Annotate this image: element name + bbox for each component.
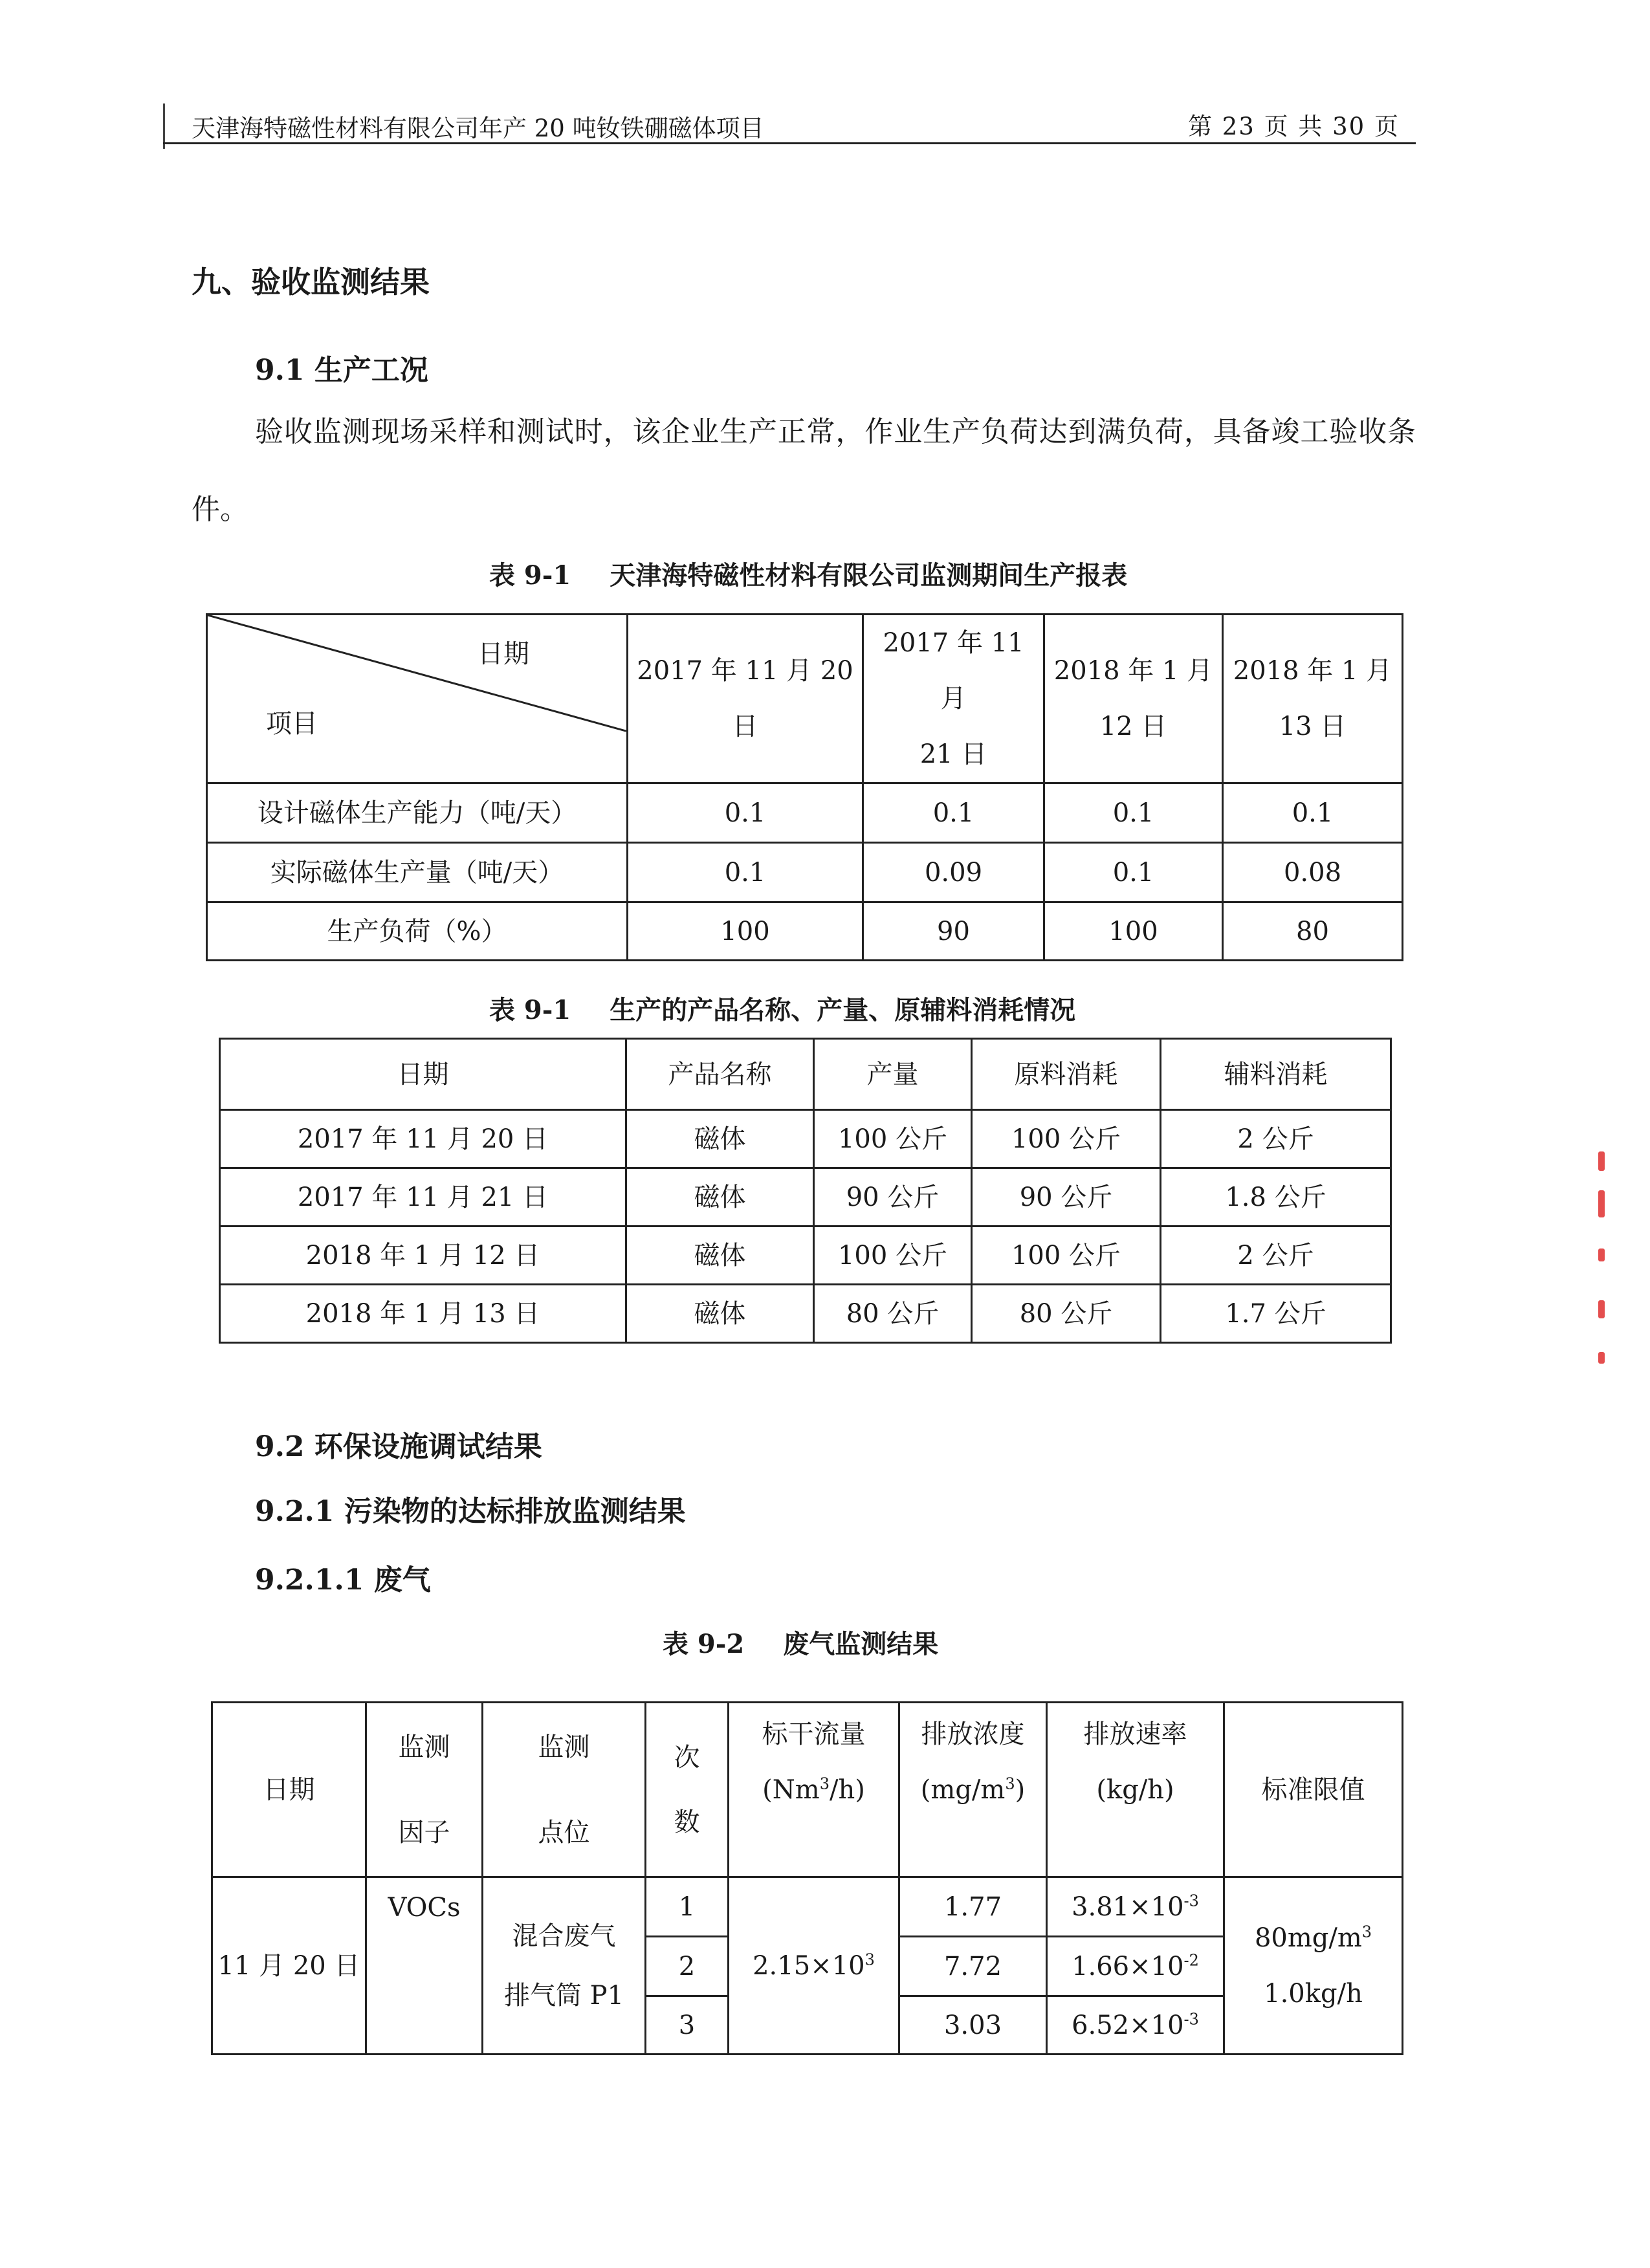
column-header-limit: 标准限值 <box>1224 1703 1403 1877</box>
table1-date-header <box>1044 615 1223 783</box>
rate-mantissa: 6.52×10 <box>1072 2010 1184 2040</box>
cell-output: 90 公斤 <box>814 1168 972 1227</box>
cell-rate <box>1047 1996 1224 2055</box>
cell-rate <box>1047 1877 1224 1937</box>
header-line: 因子 <box>398 1817 450 1848</box>
cell-date: 2018 年 1 月 12 日 <box>220 1227 626 1285</box>
seal-mark <box>1598 1352 1605 1364</box>
date-line: 2017 年 11 月 <box>883 628 1024 714</box>
product-consumption-table <box>219 1038 1392 1344</box>
cell-count: 1 <box>646 1877 729 1937</box>
table3-caption-text: 废气监测结果 <box>783 1629 939 1659</box>
table3-caption-number: 表 9-2 <box>663 1629 745 1659</box>
rate-mantissa: 1.66×10 <box>1072 1951 1184 1981</box>
cell-raw-material: 80 公斤 <box>972 1285 1161 1343</box>
cell-auxiliary: 2 公斤 <box>1161 1110 1391 1168</box>
table1-caption <box>489 555 1127 592</box>
seal-mark <box>1598 1151 1605 1171</box>
header-line: 点位 <box>538 1817 590 1848</box>
column-header-flow <box>729 1703 899 1877</box>
rate-exponent: -2 <box>1183 1951 1199 1970</box>
table-row <box>207 843 1403 902</box>
cell-value: 0.1 <box>1223 783 1403 843</box>
table3-caption <box>663 1624 938 1661</box>
row-label: 生产负荷（%） <box>207 902 628 961</box>
point-line: 混合废气 <box>512 1921 616 1951</box>
table-row <box>220 1285 1391 1343</box>
table-row <box>220 1227 1391 1285</box>
table1-corner-date-label: 日期 <box>478 639 529 669</box>
cell-date: 2018 年 1 月 13 日 <box>220 1285 626 1343</box>
table2-header-row <box>220 1039 1391 1110</box>
cell-value: 0.09 <box>863 843 1044 902</box>
subsection-9-2: 9.2 环保设施调试结果 <box>255 1430 542 1463</box>
unit-exponent: 3 <box>819 1774 830 1793</box>
row-label: 设计磁体生产能力（吨/天） <box>207 783 628 843</box>
column-header-factor <box>366 1703 483 1877</box>
subsection-9-2-1-1: 9.2.1.1 废气 <box>255 1564 431 1597</box>
cell-value: 0.1 <box>863 783 1044 843</box>
header-line: 排放速率 <box>1083 1719 1187 1749</box>
cell-date: 11 月 20 日 <box>212 1877 366 2055</box>
cell-raw-material: 90 公斤 <box>972 1168 1161 1227</box>
table1-corner-item-label: 项目 <box>266 709 318 739</box>
seal-mark <box>1598 1190 1605 1217</box>
cell-auxiliary: 1.8 公斤 <box>1161 1168 1391 1227</box>
column-header-count <box>646 1703 729 1877</box>
cell-output: 80 公斤 <box>814 1285 972 1343</box>
cell-date: 2017 年 11 月 21 日 <box>220 1168 626 1227</box>
header-title: 天津海特磁性材料有限公司年产 20 吨钕铁硼磁体项目 <box>192 114 764 142</box>
table1-corner-cell <box>207 615 628 783</box>
column-header: 产量 <box>814 1039 972 1110</box>
cell-product: 磁体 <box>626 1110 814 1168</box>
date-line: 12 日 <box>1099 712 1167 741</box>
header-rule <box>163 142 1416 144</box>
cell-raw-material: 100 公斤 <box>972 1110 1161 1168</box>
header-line: 排放浓度 <box>921 1719 1025 1749</box>
unit-text: /h) <box>829 1774 865 1805</box>
cell-output: 100 公斤 <box>814 1110 972 1168</box>
cell-auxiliary: 2 公斤 <box>1161 1227 1391 1285</box>
column-header-concentration <box>899 1703 1047 1877</box>
unit-exponent: 3 <box>1005 1774 1015 1793</box>
header-line: 监测 <box>538 1732 590 1762</box>
flow-mantissa: 2.15×10 <box>753 1950 865 1981</box>
limit-line: 1.0kg/h <box>1264 1978 1363 2009</box>
unit-text: (mg/m <box>920 1774 1006 1805</box>
cell-rate <box>1047 1937 1224 1996</box>
point-line: 排气筒 P1 <box>503 1980 624 2011</box>
cell-value: 0.08 <box>1223 843 1403 902</box>
cell-factor: VOCs <box>366 1877 483 2055</box>
column-header-point <box>483 1703 646 1877</box>
table1-date-header <box>863 615 1044 783</box>
cell-value: 0.1 <box>628 843 863 902</box>
date-line: 13 日 <box>1279 712 1347 741</box>
subsection-9-1: 9.1 生产工况 <box>255 354 428 387</box>
flow-exponent: 3 <box>864 1950 875 1969</box>
table1-date-header <box>628 615 863 783</box>
cell-concentration: 7.72 <box>899 1937 1047 1996</box>
column-header: 日期 <box>220 1039 626 1110</box>
production-report-table <box>206 613 1403 961</box>
cell-count: 3 <box>646 1996 729 2055</box>
header-line: 监测 <box>398 1732 450 1762</box>
unit-text: (kg/h) <box>1096 1774 1174 1805</box>
cell-value: 100 <box>628 902 863 961</box>
column-header-rate <box>1047 1703 1224 1877</box>
column-header-date: 日期 <box>212 1703 366 1877</box>
table1-date-header <box>1223 615 1403 783</box>
cell-product: 磁体 <box>626 1168 814 1227</box>
exhaust-monitoring-table <box>211 1701 1403 2055</box>
date-line: 2018 年 1 月 <box>1053 656 1213 686</box>
header-page-number: 第 23 页 共 30 页 <box>1188 113 1400 140</box>
cell-limit <box>1224 1877 1403 2055</box>
seal-mark <box>1598 1248 1605 1261</box>
row-label: 实际磁体生产量（吨/天） <box>207 843 628 902</box>
paragraph-production: 验收监测现场采样和测试时，该企业生产正常，作业生产负荷达到满负荷，具备竣工验收条件。 <box>192 415 1416 526</box>
cell-concentration: 3.03 <box>899 1996 1047 2055</box>
table2-caption <box>489 990 1075 1027</box>
column-header: 产品名称 <box>626 1039 814 1110</box>
cell-value: 0.1 <box>628 783 863 843</box>
table-row <box>220 1110 1391 1168</box>
rate-exponent: -3 <box>1183 2010 1199 2029</box>
cell-value: 80 <box>1223 902 1403 961</box>
cell-point <box>483 1877 646 2055</box>
limit-line: 80mg/m <box>1254 1923 1362 1953</box>
header-line: 标干流量 <box>762 1719 866 1749</box>
cell-value: 0.1 <box>1044 783 1223 843</box>
subsection-9-2-1: 9.2.1 污染物的达标排放监测结果 <box>255 1495 686 1528</box>
section-title: 九、验收监测结果 <box>192 265 430 300</box>
date-line: 日 <box>732 712 758 741</box>
column-header: 原料消耗 <box>972 1039 1161 1110</box>
table3-header-row <box>212 1703 1403 1877</box>
seal-mark <box>1598 1300 1605 1318</box>
limit-exponent: 3 <box>1361 1923 1372 1941</box>
date-line: 2017 年 11 月 20 <box>637 656 853 686</box>
cell-product: 磁体 <box>626 1285 814 1343</box>
column-header: 辅料消耗 <box>1161 1039 1391 1110</box>
cell-output: 100 公斤 <box>814 1227 972 1285</box>
table2-caption-number: 表 9-1 <box>489 995 571 1025</box>
rate-exponent: -3 <box>1183 1892 1199 1910</box>
header-line: 次 <box>674 1742 700 1772</box>
cell-flow <box>729 1877 899 2055</box>
cell-auxiliary: 1.7 公斤 <box>1161 1285 1391 1343</box>
table-row <box>207 902 1403 961</box>
table2-caption-text: 生产的产品名称、产量、原辅料消耗情况 <box>610 995 1076 1025</box>
table1-header-row <box>207 615 1403 783</box>
table1-caption-text: 天津海特磁性材料有限公司监测期间生产报表 <box>610 560 1128 591</box>
cell-value: 90 <box>863 902 1044 961</box>
header-line: 数 <box>674 1807 700 1837</box>
date-line: 21 日 <box>919 739 987 769</box>
cell-value: 0.1 <box>1044 843 1223 902</box>
cell-date: 2017 年 11 月 20 日 <box>220 1110 626 1168</box>
unit-text: (Nm <box>762 1774 820 1805</box>
cell-product: 磁体 <box>626 1227 814 1285</box>
table-row <box>207 783 1403 843</box>
cell-concentration: 1.77 <box>899 1877 1047 1937</box>
cell-count: 2 <box>646 1937 729 1996</box>
table-row <box>212 1877 1403 1937</box>
unit-text: ) <box>1015 1774 1026 1805</box>
table1-caption-number: 表 9-1 <box>489 560 571 591</box>
cell-raw-material: 100 公斤 <box>972 1227 1161 1285</box>
rate-mantissa: 3.81×10 <box>1072 1892 1184 1922</box>
cell-value: 100 <box>1044 902 1223 961</box>
table-row <box>220 1168 1391 1227</box>
date-line: 2018 年 1 月 <box>1233 656 1392 686</box>
